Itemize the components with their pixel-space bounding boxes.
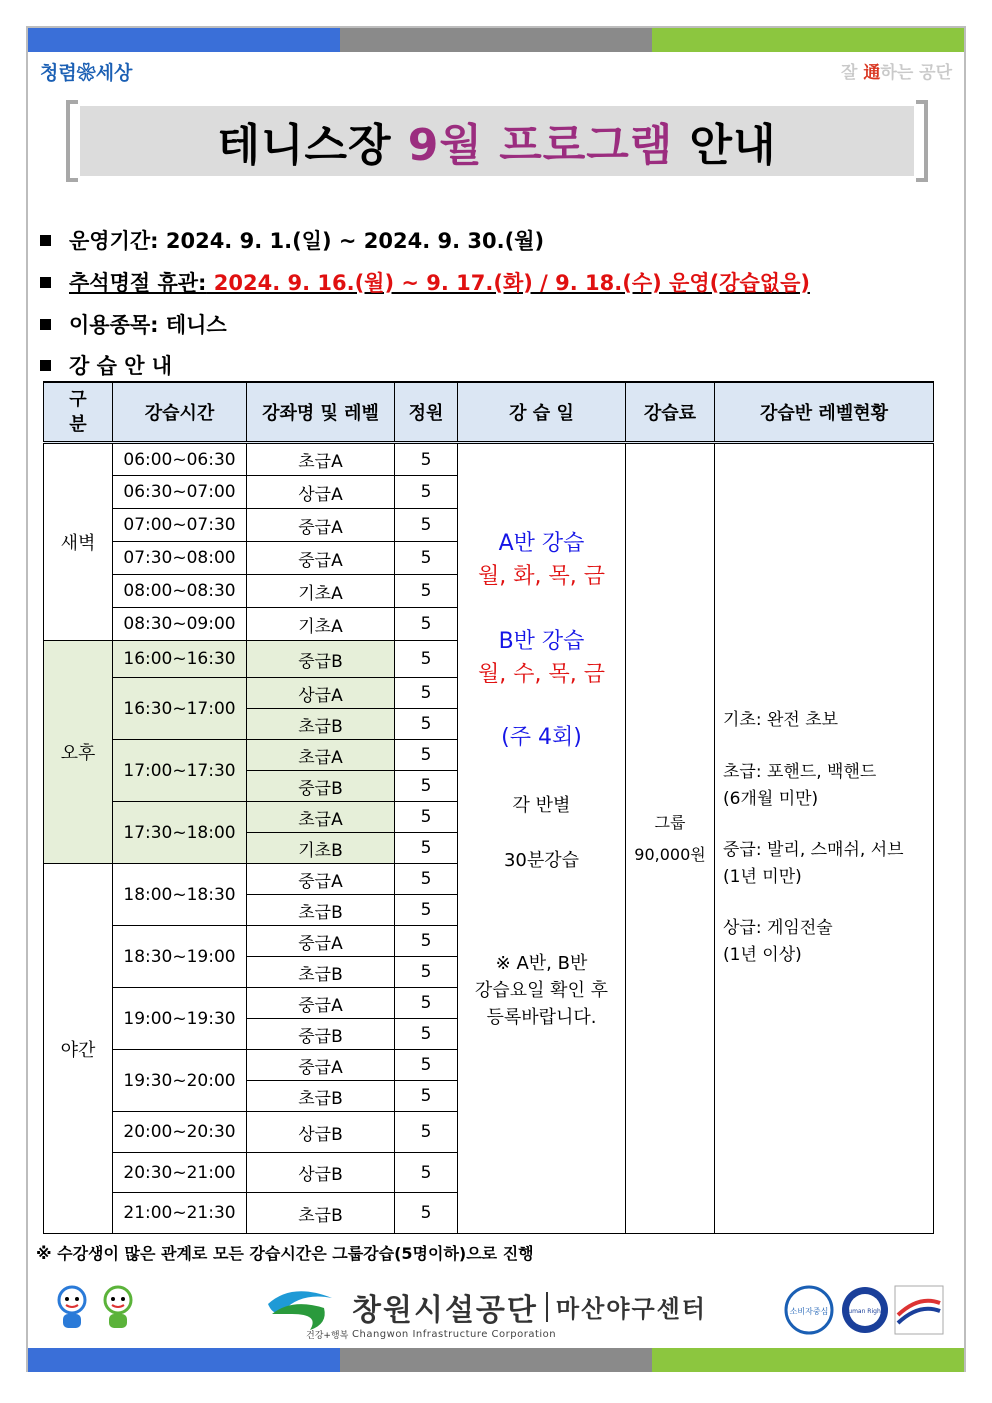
- title-banner: [66, 100, 928, 182]
- table-row: 18:30~19:00 중급A 5: [44, 926, 934, 957]
- mascot-green-icon: [98, 1284, 138, 1332]
- group-night: 야간: [44, 864, 113, 1234]
- table-row: 오후 16:00~16:30 중급B 5: [44, 641, 934, 678]
- header-days: 강 습 일: [458, 382, 626, 443]
- table-row: 06:30~07:00 상급A 5: [44, 476, 934, 509]
- svg-text:건강+행복: 건강+행복: [306, 1331, 349, 1341]
- group-afternoon: 오후: [44, 641, 113, 864]
- footer-org-logo: 건강+행복 창원시설공단 마산야구센터 Changwon Infrastructure Corporation: [262, 1284, 707, 1340]
- table-row: 기초B 5: [44, 833, 934, 864]
- capacity-cell: 5: [395, 443, 458, 476]
- schedule-table: [43, 381, 934, 1234]
- table-row: 16:30~17:00 상급A 5: [44, 678, 934, 709]
- table-row: 초급B 5: [44, 1081, 934, 1112]
- table-row: 초급B 5: [44, 709, 934, 740]
- top-color-bar: [28, 28, 964, 52]
- level-status-cell: 기초: 완전 초보 초급: 포핸드, 백핸드 (6개월 미만) 중급: 발리, 스매쉬, 서브 (1년 미만) 상급: 게임전술 (1년 이상): [715, 443, 934, 1234]
- table-row: 20:00~20:30 상급B 5: [44, 1112, 934, 1153]
- info-holiday: 추석명절 휴관: 2024. 9. 16.(월) ~ 9. 17.(화) / 9. 18.(수) 운영(강습없음): [40, 267, 810, 297]
- header-time: 강습시간: [113, 382, 247, 443]
- header-course: 강좌명 및 레벨: [247, 382, 395, 443]
- header-fee: 강습료: [626, 382, 715, 443]
- table-row: 17:30~18:00 초급A 5: [44, 802, 934, 833]
- org-emblem-icon: [262, 1284, 349, 1341]
- header-group: 구 분: [44, 382, 113, 443]
- time-cell: 06:00~06:30: [113, 443, 247, 476]
- page-title: 테니스장 9월 프로그램 안내: [217, 120, 777, 171]
- certification-badge-icon: [894, 1285, 944, 1335]
- bottom-color-bar: [28, 1348, 964, 1372]
- schedule-description: A반 강습 월, 화, 목, 금 B반 강습 월, 수, 목, 금 (주 4회) 각 반별 30분강습 ※ A반, B반 강습요일 확인 후 등록바랍니다.: [458, 443, 626, 1234]
- table-row: 초급B 5: [44, 957, 934, 988]
- info-lesson: 강 습 안 내: [40, 350, 172, 380]
- footnote: ※ 수강생이 많은 관계로 모든 강습시간은 그룹강습(5명이하)으로 진행: [36, 1244, 534, 1263]
- table-row: 21:00~21:30 초급B 5: [44, 1193, 934, 1234]
- info-period: 운영기간: 2024. 9. 1.(일) ~ 2024. 9. 30.(월): [40, 225, 544, 255]
- fee-cell: 그룹 90,000원: [626, 443, 715, 1234]
- human-rights-badge-icon: [840, 1285, 890, 1335]
- table-row: 19:00~19:30 중급A 5: [44, 988, 934, 1019]
- integrity-logo: 청렴❀세상: [40, 62, 133, 84]
- header-capacity: 정원: [395, 382, 458, 443]
- table-row: 중급B 5: [44, 1019, 934, 1050]
- table-row: 19:30~20:00 중급A 5: [44, 1050, 934, 1081]
- table-row: 08:30~09:00 기초A 5: [44, 608, 934, 641]
- svg-text:소비자중심: 소비자중심: [789, 1307, 829, 1316]
- group-dawn: 새벽: [44, 443, 113, 641]
- level-cell: 초급A: [247, 443, 395, 476]
- table-row: 중급B 5: [44, 771, 934, 802]
- table-row: 07:00~07:30 중급A 5: [44, 509, 934, 542]
- header-levels: 강습반 레벨현황: [715, 382, 934, 443]
- svg-text:Human Rights: Human Rights: [843, 1308, 887, 1315]
- table-row: 20:30~21:00 상급B 5: [44, 1153, 934, 1193]
- table-row: 야간 18:00~18:30 중급A 5: [44, 864, 934, 895]
- consumer-badge-icon: [784, 1285, 834, 1335]
- table-row: 17:00~17:30 초급A 5: [44, 740, 934, 771]
- table-row: [44, 443, 934, 476]
- table-row: 08:00~08:30 기초A 5: [44, 575, 934, 608]
- table-row: 07:30~08:00 중급A 5: [44, 542, 934, 575]
- table-row: 초급B 5: [44, 895, 934, 926]
- info-sport: 이용종목: 테니스: [40, 309, 227, 339]
- mascot-blue-icon: [52, 1284, 92, 1332]
- slogan-logo: 잘 通하는 공단: [841, 63, 952, 83]
